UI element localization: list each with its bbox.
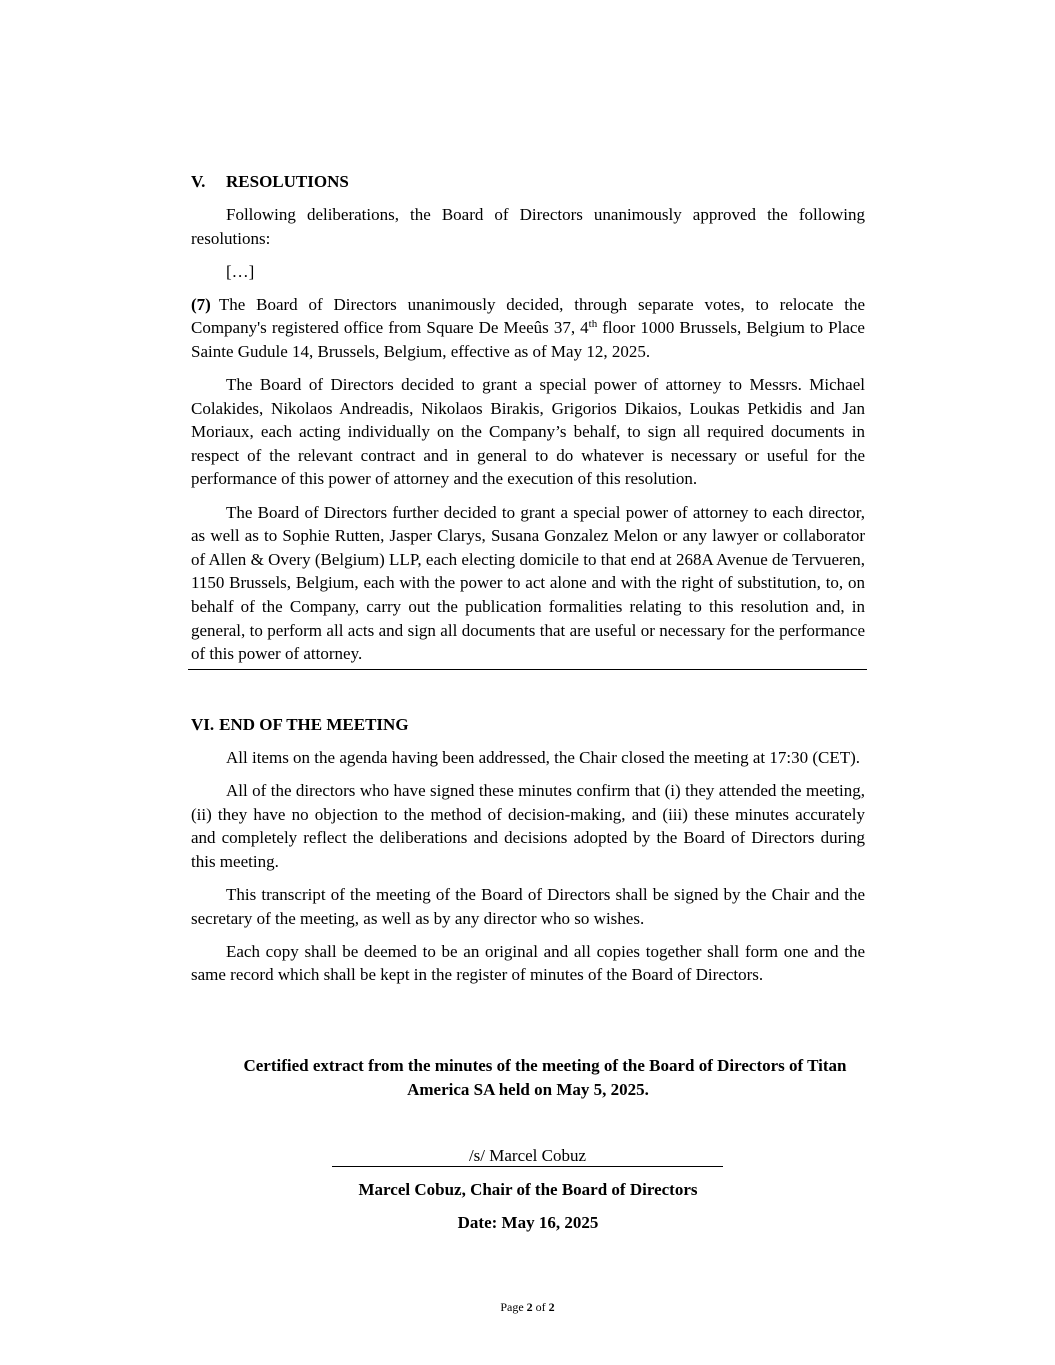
signature-line <box>332 1144 723 1167</box>
certification-line-1: Certified extract from the minutes of the meeting of the Board of Directors of Titan <box>243 1056 847 1075</box>
ordinal-superscript: th <box>588 318 598 331</box>
section-v <box>191 170 865 675</box>
power-of-attorney-paragraph-1: The Board of Directors decided to grant a special power of attorney to Messrs. Michael Colakides, Nikolaos Andreadis, Nikolaos Birakis, Grigorios Dikaios, Loukas Petkidis and Jan Moriaux, each acting individually on the Company’s behalf, to sign all required documents in respect of the relevant contract and in general to do whatever is necessary or useful for the performance of this power of attorney and the execution of this resolution. <box>191 375 865 489</box>
power-of-attorney-paragraph-2: The Board of Directors further decided to grant a special power of attorney to each director, as well as to Sophie Rutten, Jasper Clarys, Susana Gonzalez Melon or any lawyer or collaborator of Allen & Overy (Belgium) LLP, each electing domicile to that end at 268A Avenue de Tervueren, 1150 Brussels, Belgium, each with the power to act alone and with the right of substitution, to, on behalf of the Company, carry out the publication formalities relating to this resolution and, in general, to perform all acts and sign all documents that are useful or necessary for the performance of this power of attorney. <box>191 502 865 664</box>
section-vi-number: VI. <box>191 715 215 734</box>
section-vi <box>191 713 865 996</box>
of-label: of <box>535 1300 546 1314</box>
total-pages: 2 <box>548 1300 555 1314</box>
section-v-title: RESOLUTIONS <box>226 172 349 191</box>
section-vi-title: END OF THE MEETING <box>219 715 409 734</box>
section-vi-heading <box>191 713 865 736</box>
resolution-item-text-a: The Board of Directors unanimously decided, through separate votes, to relocate the Company's registered office from Square De Meeûs 37, 4 <box>191 294 865 338</box>
resolution-item-7 <box>191 293 865 364</box>
section-v-heading <box>191 170 865 193</box>
section-divider <box>188 669 867 670</box>
resolution-item-text-b: floor 1000 Brussels, Belgium to Place Sainte Gudule 14, Brussels, Belgium, effective as of May 12, 2025. <box>191 318 865 361</box>
closing-paragraph-2: All of the directors who have signed these minutes confirm that (i) they attended the meeting, (ii) they have no objection to the method of decision-making, and (iii) these minutes accurately and completely reflect the deliberations and decisions adopted by the Board of Directors during this meeting. <box>191 781 865 871</box>
resolution-item-number: (7) <box>191 294 211 314</box>
closing-paragraph-4: Each copy shall be deemed to be an original and all copies together shall form one and the same record which shall be kept in the register of minutes of the Board of Directors. <box>191 941 865 985</box>
page-label: Page <box>500 1300 524 1314</box>
ellipsis: […] <box>226 261 255 281</box>
page-footer <box>0 1299 1055 1315</box>
signer-name: Marcel Cobuz, Chair of the Board of Directors <box>358 1180 698 1199</box>
section-v-number: V. <box>191 172 206 191</box>
certification-statement <box>191 1054 865 1102</box>
closing-paragraph-1: All items on the agenda having been addressed, the Chair closed the meeting at 17:30 (CET). <box>226 748 861 767</box>
section-v-intro: Following deliberations, the Board of Directors unanimously approved the following resolutions: <box>191 205 865 248</box>
certification-line-2: America SA held on May 5, 2025. <box>407 1080 649 1099</box>
closing-paragraph-3: This transcript of the meeting of the Board of Directors shall be signed by the Chair and the secretary of the meeting, as well as by any director who so wishes. <box>191 884 865 928</box>
signature-date: Date: May 16, 2025 <box>457 1213 599 1232</box>
signature: /s/ Marcel Cobuz <box>468 1146 587 1165</box>
current-page: 2 <box>526 1300 533 1314</box>
